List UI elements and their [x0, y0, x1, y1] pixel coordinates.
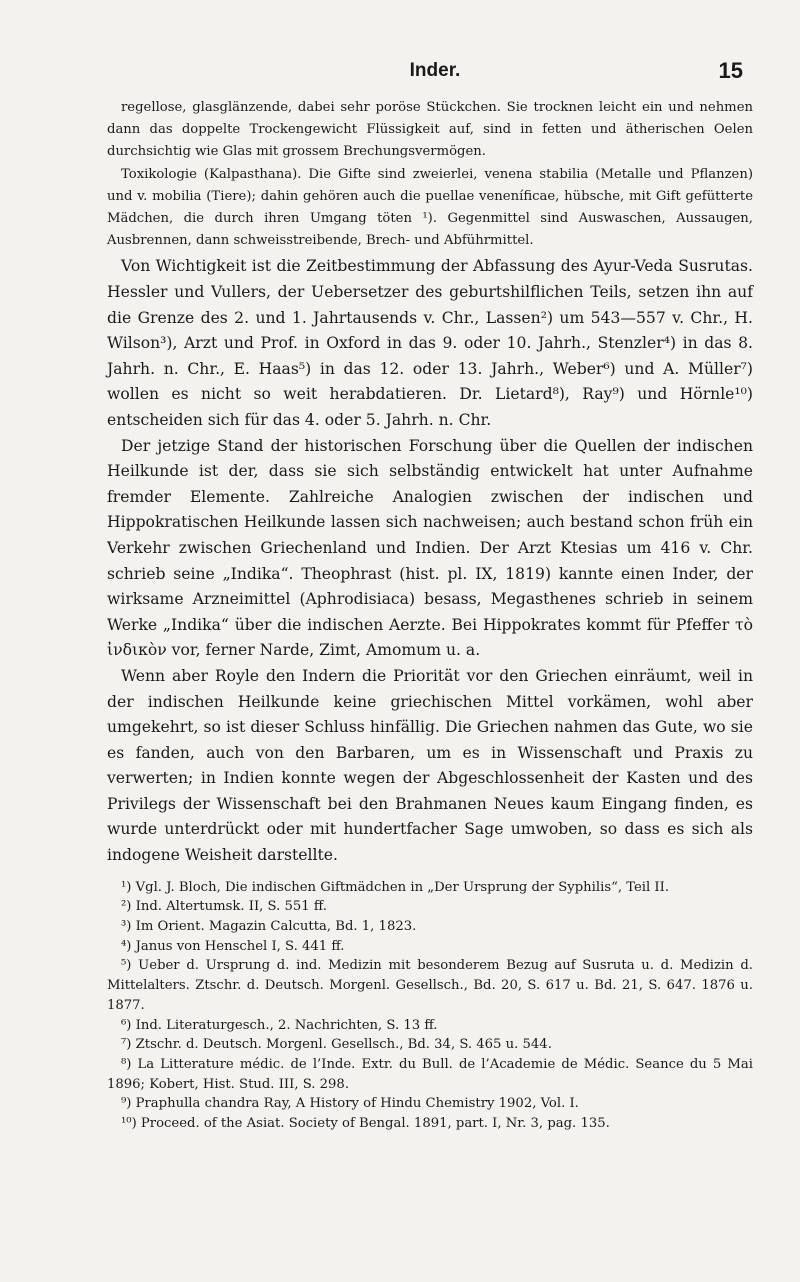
paragraph: Der jetzige Stand der historischen Forschung über die Quellen der indischen Heilkunde ist der, dass sie sich selbständig entwickelt hat unter Aufnahme fremder Elemente. Zahlreiche Analogien zwischen der indischen und Hippokratischen Heilkunde lassen sich nachweisen; auch bestand schon früh ein Verkehr zwischen Griechenland und Indien. Der Arzt Ktesias um 416 v. Chr. schrieb seine „Indika“. Theophrast (hist. pl. IX, 1819) kannte einen Inder, der wirksame Arzneimittel (Aphrodisiaca) besass, Megasthenes schrieb in seinem Werke „Indika“ über die indischen Aerzte. Bei Hippokrates kommt für Pfeffer τὸ ἰνδικὸν vor, ferner Narde, Zimt, Amomum u. a.: [107, 436, 753, 660]
footnote: ²) Ind. Altertumsk. II, S. 551 ff.: [121, 899, 327, 915]
running-header: [105, 58, 765, 86]
body-text: [107, 97, 753, 1134]
footnote: ⁵) Ueber d. Ursprung d. ind. Medizin mit besonderem Bezug auf Susruta u. d. Medizin d. Mittelalters. Ztschr. d. Deutsch. Morgenl. Gesellsch., Bd. 20, S. 617 u. Bd. 21, S. 647. 1876 u. 1877.: [107, 958, 753, 1013]
footnote: ¹) Vgl. J. Bloch, Die indischen Giftmädchen in „Der Ursprung der Syphilis“, Teil II.: [121, 879, 670, 895]
footnotes: [107, 878, 753, 1134]
paragraph: Wenn aber Royle den Indern die Priorität vor den Griechen einräumt, weil in der indischen Heilkunde keine griechischen Mittel vorkämen, wohl aber umgekehrt, so ist dieser Schluss hinfällig. Die Griechen nahmen das Gute, wo sie es fanden, auch von den Barbaren, um es in Wissenschaft und Praxis zu verwerten; in Indien konnte wegen der Abgeschlossenheit der Kasten und des Privilegs der Wissenschaft bei den Brahmanen Neues kaum Eingang finden, es wurde unterdrückt oder mit hundertfacher Sage umwoben, so dass es sich als indogene Weisheit darstellte.: [107, 666, 753, 865]
paragraph: Toxikologie (Kalpasthana). Die Gifte sind zweierlei, venena stabilia (Metalle und Pflanzen) und v. mobilia (Tiere); dahin gehören auch die puellae veneníficae, hübsche, mit Gift gefütterte Mädchen, die durch ihren Umgang töten ¹). Gegenmittel sind Auswaschen, Aussaugen, Ausbrennen, dann schweisstreibende, Brech- und Abführmittel.: [107, 166, 753, 249]
footnote: ⁷) Ztschr. d. Deutsch. Morgenl. Gesellsch., Bd. 34, S. 465 u. 544.: [121, 1037, 552, 1053]
paragraph: Von Wichtigkeit ist die Zeitbestimmung der Abfassung des Ayur-Veda Susrutas. Hessler und Vullers, der Uebersetzer des geburtshilflichen Teils, setzen ihn auf die Grenze des 2. und 1. Jahrtausends v. Chr., Lassen²) um 543—557 v. Chr., H. Wilson³), Arzt und Prof. in Oxford in das 9. oder 10. Jahrh., Stenzler⁴) in das 8. Jahrh. n. Chr., E. Haas⁵) in das 12. oder 13. Jahrh., Weber⁶) und A. Müller⁷) wollen es nicht so weit herabdatieren. Dr. Lietard⁸), Ray⁹) und Hörnle¹⁰) entscheiden sich für das 4. oder 5. Jahrh. n. Chr.: [107, 257, 753, 429]
page-number: 15: [718, 58, 743, 83]
footnote: ⁸) La Litterature médic. de l’Inde. Extr. du Bull. de l’Academie de Médic. Seance du 5 Mai 1896; Kobert, Hist. Stud. III, S. 298.: [107, 1057, 753, 1092]
running-title: Inder.: [409, 60, 461, 81]
paragraph: regellose, glasglänzende, dabei sehr poröse Stückchen. Sie trocknen leicht ein und nehmen dann das doppelte Trockengewicht Flüssigkeit auf, sind in fetten und ätherischen Oelen durchsichtig wie Glas mit grossem Brechungsvermögen.: [107, 100, 753, 160]
small-print-section: [107, 97, 753, 252]
footnote: ⁴) Janus von Henschel I, S. 441 ff.: [121, 938, 345, 954]
footnote: ¹⁰) Proceed. of the Asiat. Society of Bengal. 1891, part. I, Nr. 3, pag. 135.: [121, 1116, 610, 1132]
footnote: ³) Im Orient. Magazin Calcutta, Bd. 1, 1823.: [121, 919, 417, 935]
footnote: ⁹) Praphulla chandra Ray, A History of Hindu Chemistry 1902, Vol. I.: [121, 1096, 579, 1112]
main-print-section: [107, 254, 753, 868]
footnote: ⁶) Ind. Literaturgesch., 2. Nachrichten, S. 13 ff.: [121, 1017, 438, 1033]
